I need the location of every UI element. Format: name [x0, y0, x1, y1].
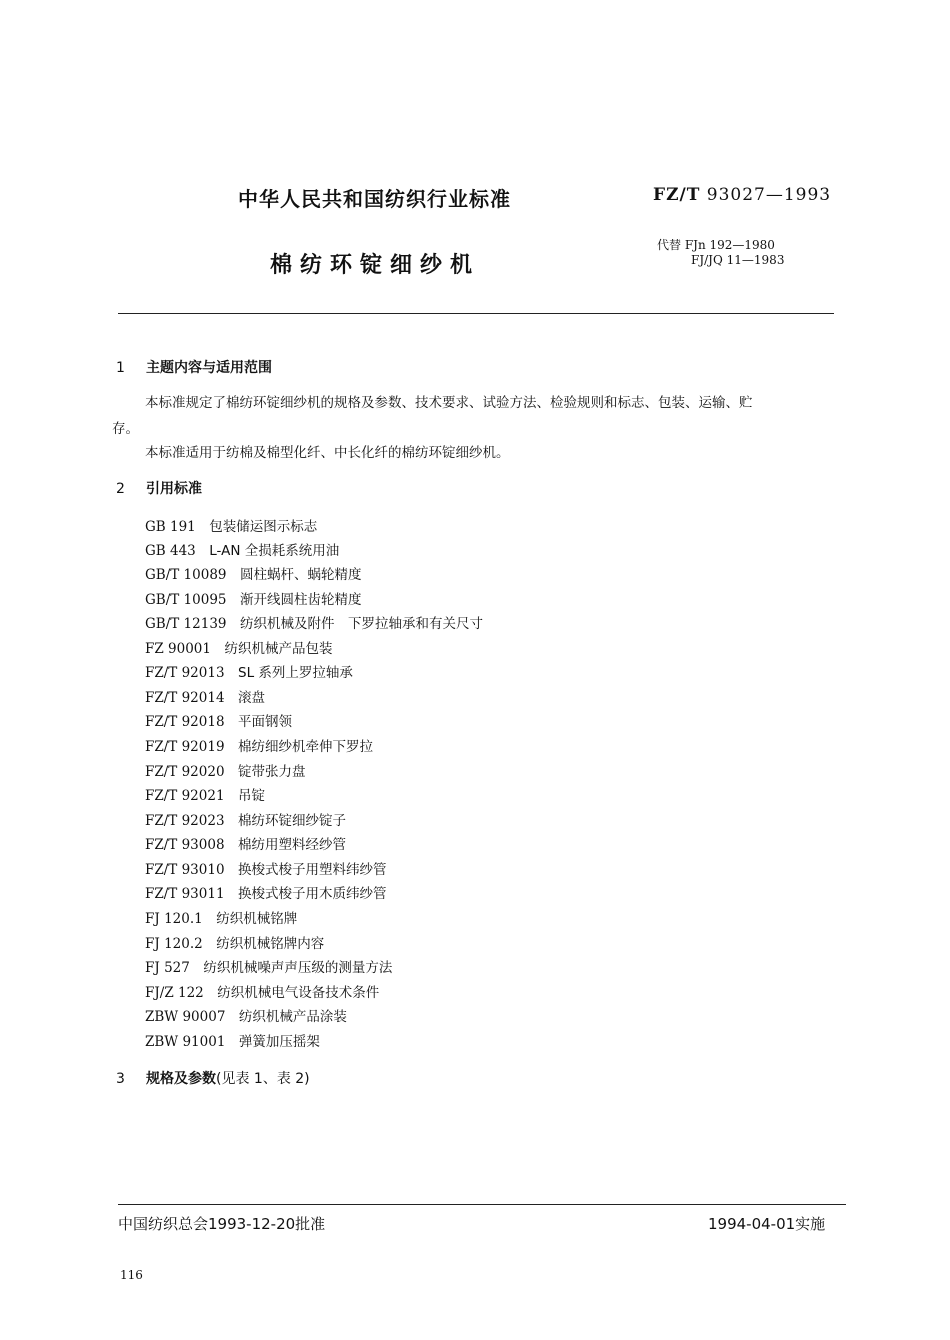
- list-item: [145, 956, 392, 976]
- list-item: [145, 588, 362, 608]
- ref-name: 纺织机械铭牌: [216, 911, 298, 927]
- section-1-para-1-line-2: 存。: [112, 421, 139, 437]
- list-item: [145, 932, 324, 952]
- list-item: [145, 981, 379, 1001]
- list-item: [145, 907, 297, 927]
- ref-code: GB/T 10095: [145, 592, 227, 608]
- ref-name: 纺织机械电气设备技术条件: [217, 985, 380, 1001]
- ref-name: 吊锭: [238, 788, 266, 804]
- ref-code: FJ/Z 122: [145, 985, 204, 1001]
- list-item: [145, 760, 306, 780]
- ref-code: FJ 527: [145, 960, 190, 976]
- effective-date: 1994-04-01实施: [708, 1215, 826, 1233]
- ref-code: GB/T 12139: [145, 616, 227, 632]
- ref-name: 平面钢领: [238, 714, 293, 730]
- list-item: [145, 1005, 347, 1025]
- list-item: [145, 710, 292, 730]
- list-item: [145, 833, 346, 853]
- ref-name: 圆柱蜗杆、蜗轮精度: [240, 567, 362, 583]
- standard-number: 93027—1993: [706, 185, 832, 205]
- list-item: [145, 563, 362, 583]
- ref-name: 包装储运图示标志: [209, 519, 318, 535]
- ref-name: 棉纺环锭细纱锭子: [238, 813, 347, 829]
- list-item: [145, 637, 332, 657]
- section-1-title: 主题内容与适用范围: [146, 360, 272, 376]
- ref-code: FZ/T 92014: [145, 690, 225, 706]
- list-item: [145, 612, 483, 632]
- ref-name: 锭带张力盘: [238, 764, 306, 780]
- page-number: 116: [120, 1268, 143, 1282]
- ref-code: FZ/T 92019: [145, 739, 225, 755]
- footer-divider: [118, 1204, 846, 1205]
- ref-code: FZ/T 92013: [145, 665, 225, 681]
- section-2-heading: [116, 478, 202, 498]
- list-item: [145, 1030, 320, 1050]
- ref-code: FZ 90001: [145, 641, 211, 657]
- standard-prefix: FZ/T: [653, 185, 701, 205]
- replaces-line-2: FJ/JQ 11—1983: [691, 253, 785, 267]
- ref-name: 弹簧加压摇架: [238, 1034, 320, 1050]
- ref-code: FJ 120.1: [145, 911, 203, 927]
- ref-name: 纺织机械噪声声压级的测量方法: [203, 960, 393, 976]
- list-item: [145, 735, 373, 755]
- section-3-number: 3: [116, 1071, 125, 1087]
- list-item: [145, 515, 317, 535]
- ref-code: FZ/T 92018: [145, 714, 225, 730]
- replaces-line-1: 代替 FJn 192—1980: [657, 238, 775, 252]
- ref-name: L-AN 全损耗系统用油: [209, 543, 340, 559]
- ref-name: 棉纺细纱机牵伸下罗拉: [238, 739, 374, 755]
- ref-name: 棉纺用塑料经纱管: [238, 837, 347, 853]
- ref-code: GB/T 10089: [145, 567, 227, 583]
- ref-name: 渐开线圆柱齿轮精度: [240, 592, 362, 608]
- section-1-number: 1: [116, 360, 125, 376]
- ref-name: 滚盘: [238, 690, 266, 706]
- list-item: [145, 661, 353, 681]
- ref-name: 纺织机械产品涂装: [238, 1009, 347, 1025]
- ref-name: SL 系列上罗拉轴承: [238, 665, 353, 681]
- list-item: [145, 858, 387, 878]
- replaces-standards: [657, 238, 784, 268]
- ref-name: 纺织机械铭牌内容: [216, 936, 325, 952]
- list-item: [145, 882, 387, 902]
- ref-code: FZ/T 93008: [145, 837, 225, 853]
- list-item: [145, 539, 339, 559]
- section-3-title: 规格及参数: [146, 1071, 216, 1087]
- section-1-para-2: 本标准适用于纺棉及棉型化纤、中长化纤的棉纺环锭细纱机。: [145, 445, 510, 461]
- ref-code: FZ/T 92020: [145, 764, 225, 780]
- ref-code: ZBW 91001: [145, 1034, 226, 1050]
- ref-name: 纺织机械及附件 下罗拉轴承和有关尺寸: [240, 616, 483, 632]
- approval-date: 中国纺织总会1993-12-20批准: [118, 1215, 326, 1233]
- ref-code: GB 191: [145, 519, 196, 535]
- ref-name: 换梭式梭子用木质纬纱管: [238, 886, 387, 902]
- ref-code: ZBW 90007: [145, 1009, 226, 1025]
- section-1-heading: [116, 357, 272, 377]
- issuing-authority-title: 中华人民共和国纺织行业标准: [238, 187, 511, 211]
- ref-name: 纺织机械产品包装: [224, 641, 333, 657]
- standard-code: [653, 185, 831, 205]
- list-item: [145, 784, 265, 804]
- section-3-title-suffix: (见表 1、表 2): [216, 1071, 310, 1087]
- header-divider: [118, 313, 834, 314]
- list-item: [145, 686, 265, 706]
- ref-code: FZ/T 92023: [145, 813, 225, 829]
- section-2-title: 引用标准: [146, 481, 202, 497]
- ref-code: GB 443: [145, 543, 196, 559]
- document-title: 棉纺环锭细纱机: [270, 253, 481, 278]
- section-1-para-1-line-1: 本标准规定了棉纺环锭细纱机的规格及参数、技术要求、试验方法、检验规则和标志、包装、运输、贮: [145, 395, 753, 411]
- section-2-number: 2: [116, 481, 125, 497]
- section-3-heading: [116, 1068, 310, 1088]
- list-item: [145, 809, 346, 829]
- ref-code: FZ/T 92021: [145, 788, 225, 804]
- ref-code: FZ/T 93011: [145, 886, 225, 902]
- ref-code: FZ/T 93010: [145, 862, 225, 878]
- ref-name: 换梭式梭子用塑料纬纱管: [238, 862, 387, 878]
- ref-code: FJ 120.2: [145, 936, 203, 952]
